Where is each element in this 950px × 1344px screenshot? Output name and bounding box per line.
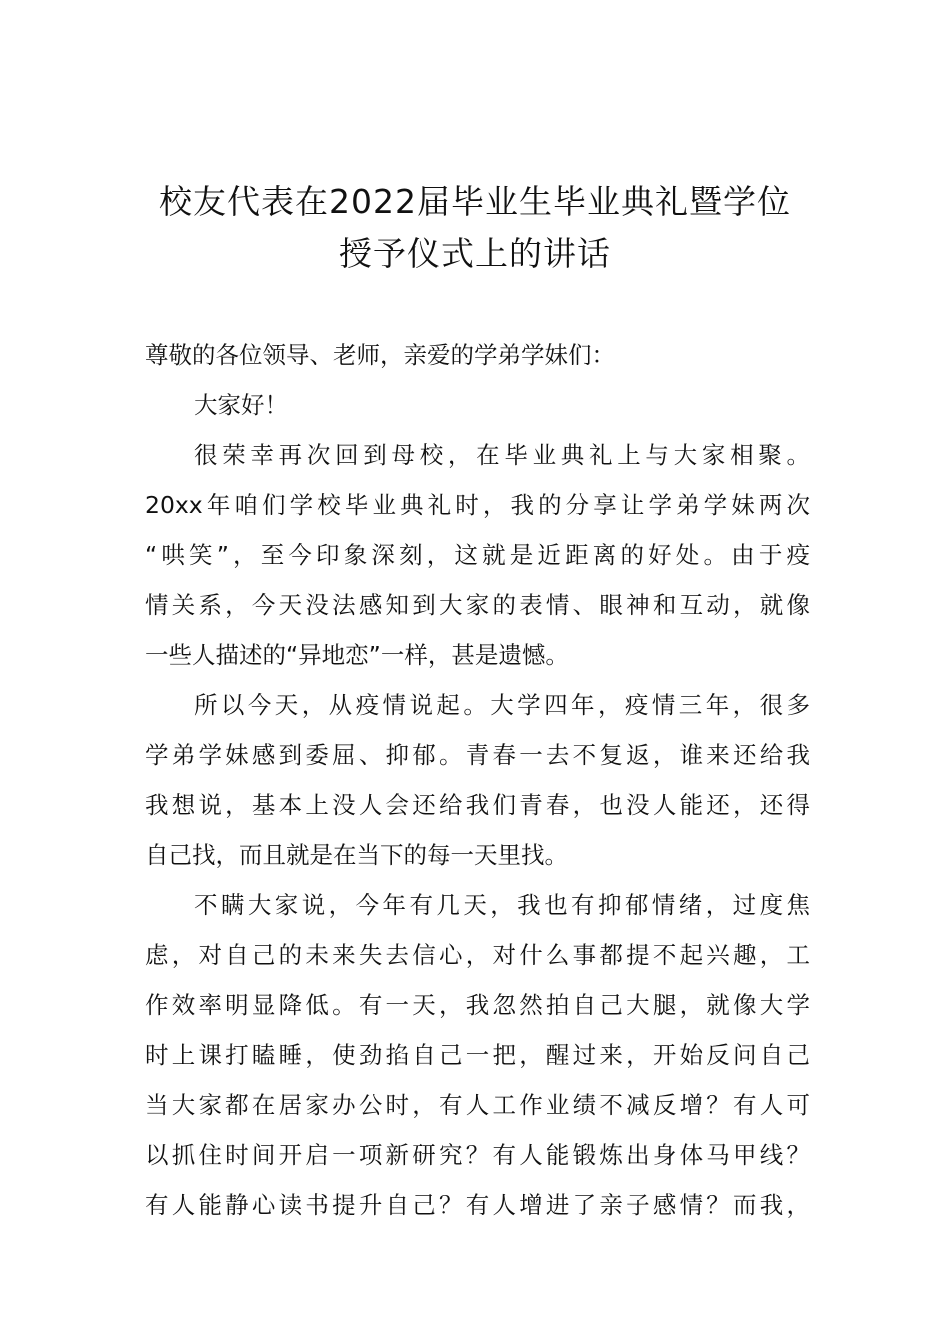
document-body: [145, 330, 810, 1230]
title-line-1: 校友代表在2022届毕业生毕业典礼暨学位: [159, 182, 791, 221]
paragraph-1-line-2: 20xx年咱们学校毕业典礼时，我的分享让学弟学妹两次: [145, 491, 810, 519]
title-line-2: 授予仪式上的讲话: [339, 234, 611, 273]
document-title: [100, 176, 850, 280]
greeting-line: 大家好！: [194, 391, 288, 419]
paragraph-3-line-4: 时上课打瞌睡，使劲掐自己一把，醒过来，开始反问自己: [145, 1041, 810, 1069]
paragraph-2-line-2: 学弟学妹感到委屈、抑郁。青春一去不复返，谁来还给我: [145, 741, 810, 769]
paragraph-2-line-3: 我想说，基本上没人会还给我们青春，也没人能还，还得: [145, 791, 810, 819]
paragraph-3-line-6: 以抓住时间开启一项新研究？有人能锻炼出身体马甲线？: [145, 1141, 810, 1169]
paragraph-1-line-1: 很荣幸再次回到母校，在毕业典礼上与大家相聚。: [194, 441, 810, 469]
salutation-line: 尊敬的各位领导、老师，亲爱的学弟学妹们：: [145, 341, 615, 369]
paragraph-2-line-1: 所以今天，从疫情说起。大学四年，疫情三年，很多: [194, 691, 810, 719]
paragraph-3-line-7: 有人能静心读书提升自己？有人增进了亲子感情？而我，: [145, 1191, 810, 1219]
paragraph-1-line-3: “哄笑”，至今印象深刻，这就是近距离的好处。由于疫: [145, 541, 810, 569]
paragraph-2-line-4: 自己找，而且就是在当下的每一天里找。: [145, 841, 568, 869]
paragraph-3-line-5: 当大家都在居家办公时，有人工作业绩不减反增？有人可: [145, 1091, 810, 1119]
paragraph-3-line-2: 虑，对自己的未来失去信心，对什么事都提不起兴趣，工: [145, 941, 810, 969]
paragraph-1-line-5: 一些人描述的“异地恋”一样，甚是遗憾。: [145, 641, 569, 669]
paragraph-3-line-3: 作效率明显降低。有一天，我忽然拍自己大腿，就像大学: [145, 991, 810, 1019]
paragraph-3-line-1: 不瞒大家说，今年有几天，我也有抑郁情绪，过度焦: [194, 891, 810, 919]
paragraph-1-line-4: 情关系，今天没法感知到大家的表情、眼神和互动，就像: [145, 591, 810, 619]
